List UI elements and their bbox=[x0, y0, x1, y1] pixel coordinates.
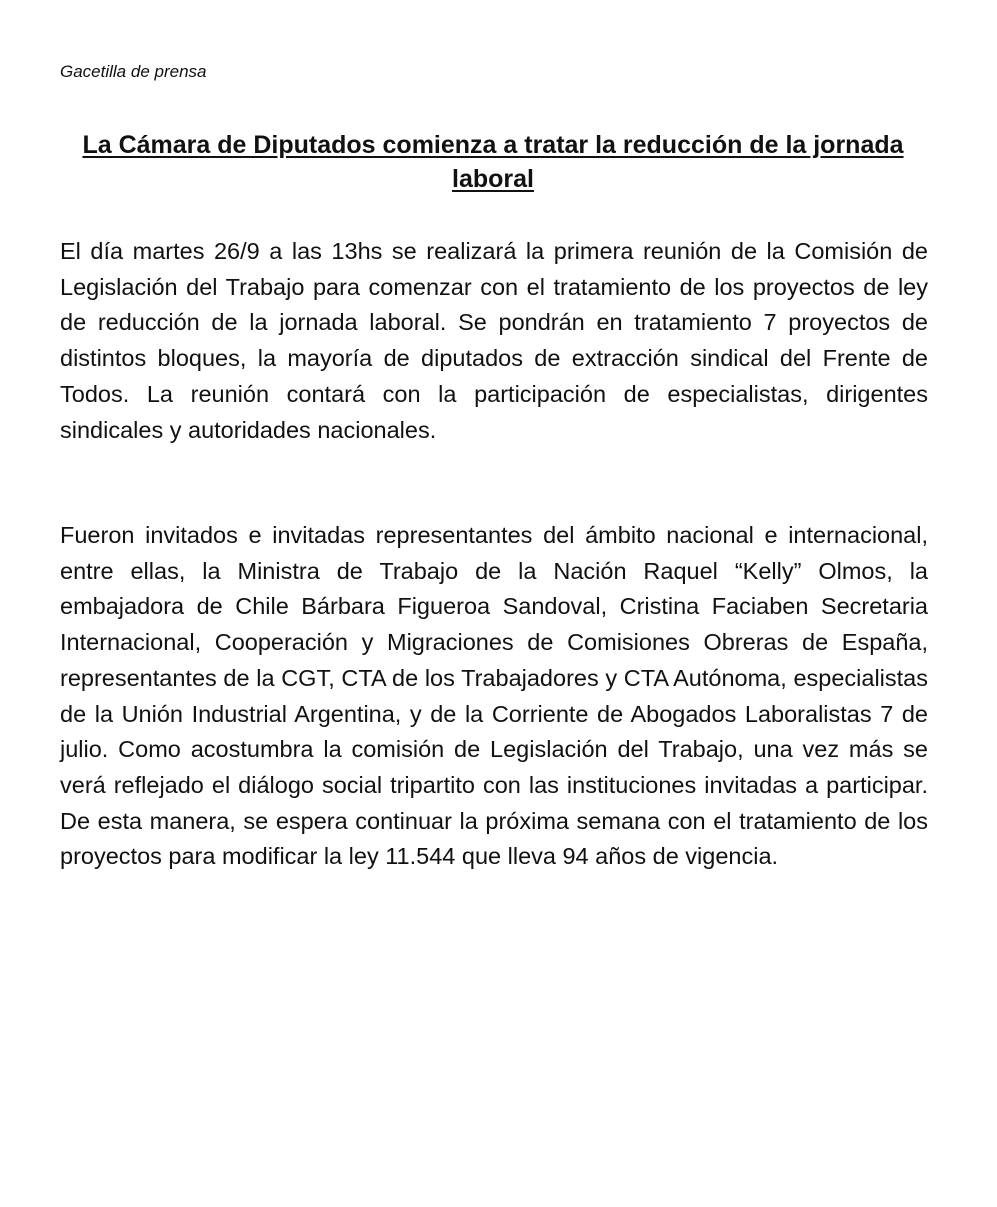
page-title: La Cámara de Diputados comienza a tratar la reducción de la jornada laboral bbox=[82, 131, 904, 193]
document-type-label: Gacetilla de prensa bbox=[60, 62, 207, 81]
body-paragraph-2: Fueron invitados e invitadas representantes del ámbito nacional e internacional, entre ellas, la Ministra de Trabajo de la Nación Raquel “Kelly” Olmos, la embajadora de Chile Bárbara Figueroa Sandoval, Cristina Faciaben Secretaria Internacional, Cooperación y Migraciones de Comisiones Obreras de España, representantes de la CGT, CTA de los Trabajadores y CTA Autónoma, especialistas de la Unión Industrial Argentina, y de la Corriente de Abogados Laboralistas 7 de julio. Como acostumbra la comisión de Legislación del Trabajo, una vez más se verá reflejado el diálogo social tripartito con las instituciones invitadas a participar. De esta manera, se espera continuar la próxima semana con el tratamiento de los proyectos para modificar la ley 11.544 que lleva 94 años de vigencia. bbox=[60, 522, 928, 870]
body-paragraph-1: El día martes 26/9 a las 13hs se realizará la primera reunión de la Comisión de Legislación del Trabajo para comenzar con el tratamiento de los proyectos de ley de reducción de la jornada laboral. Se pondrán en tratamiento 7 proyectos de distintos bloques, la mayoría de diputados de extracción sindical del Frente de Todos. La reunión contará con la participación de especialistas, dirigentes sindicales y autoridades nacionales. bbox=[60, 238, 928, 443]
